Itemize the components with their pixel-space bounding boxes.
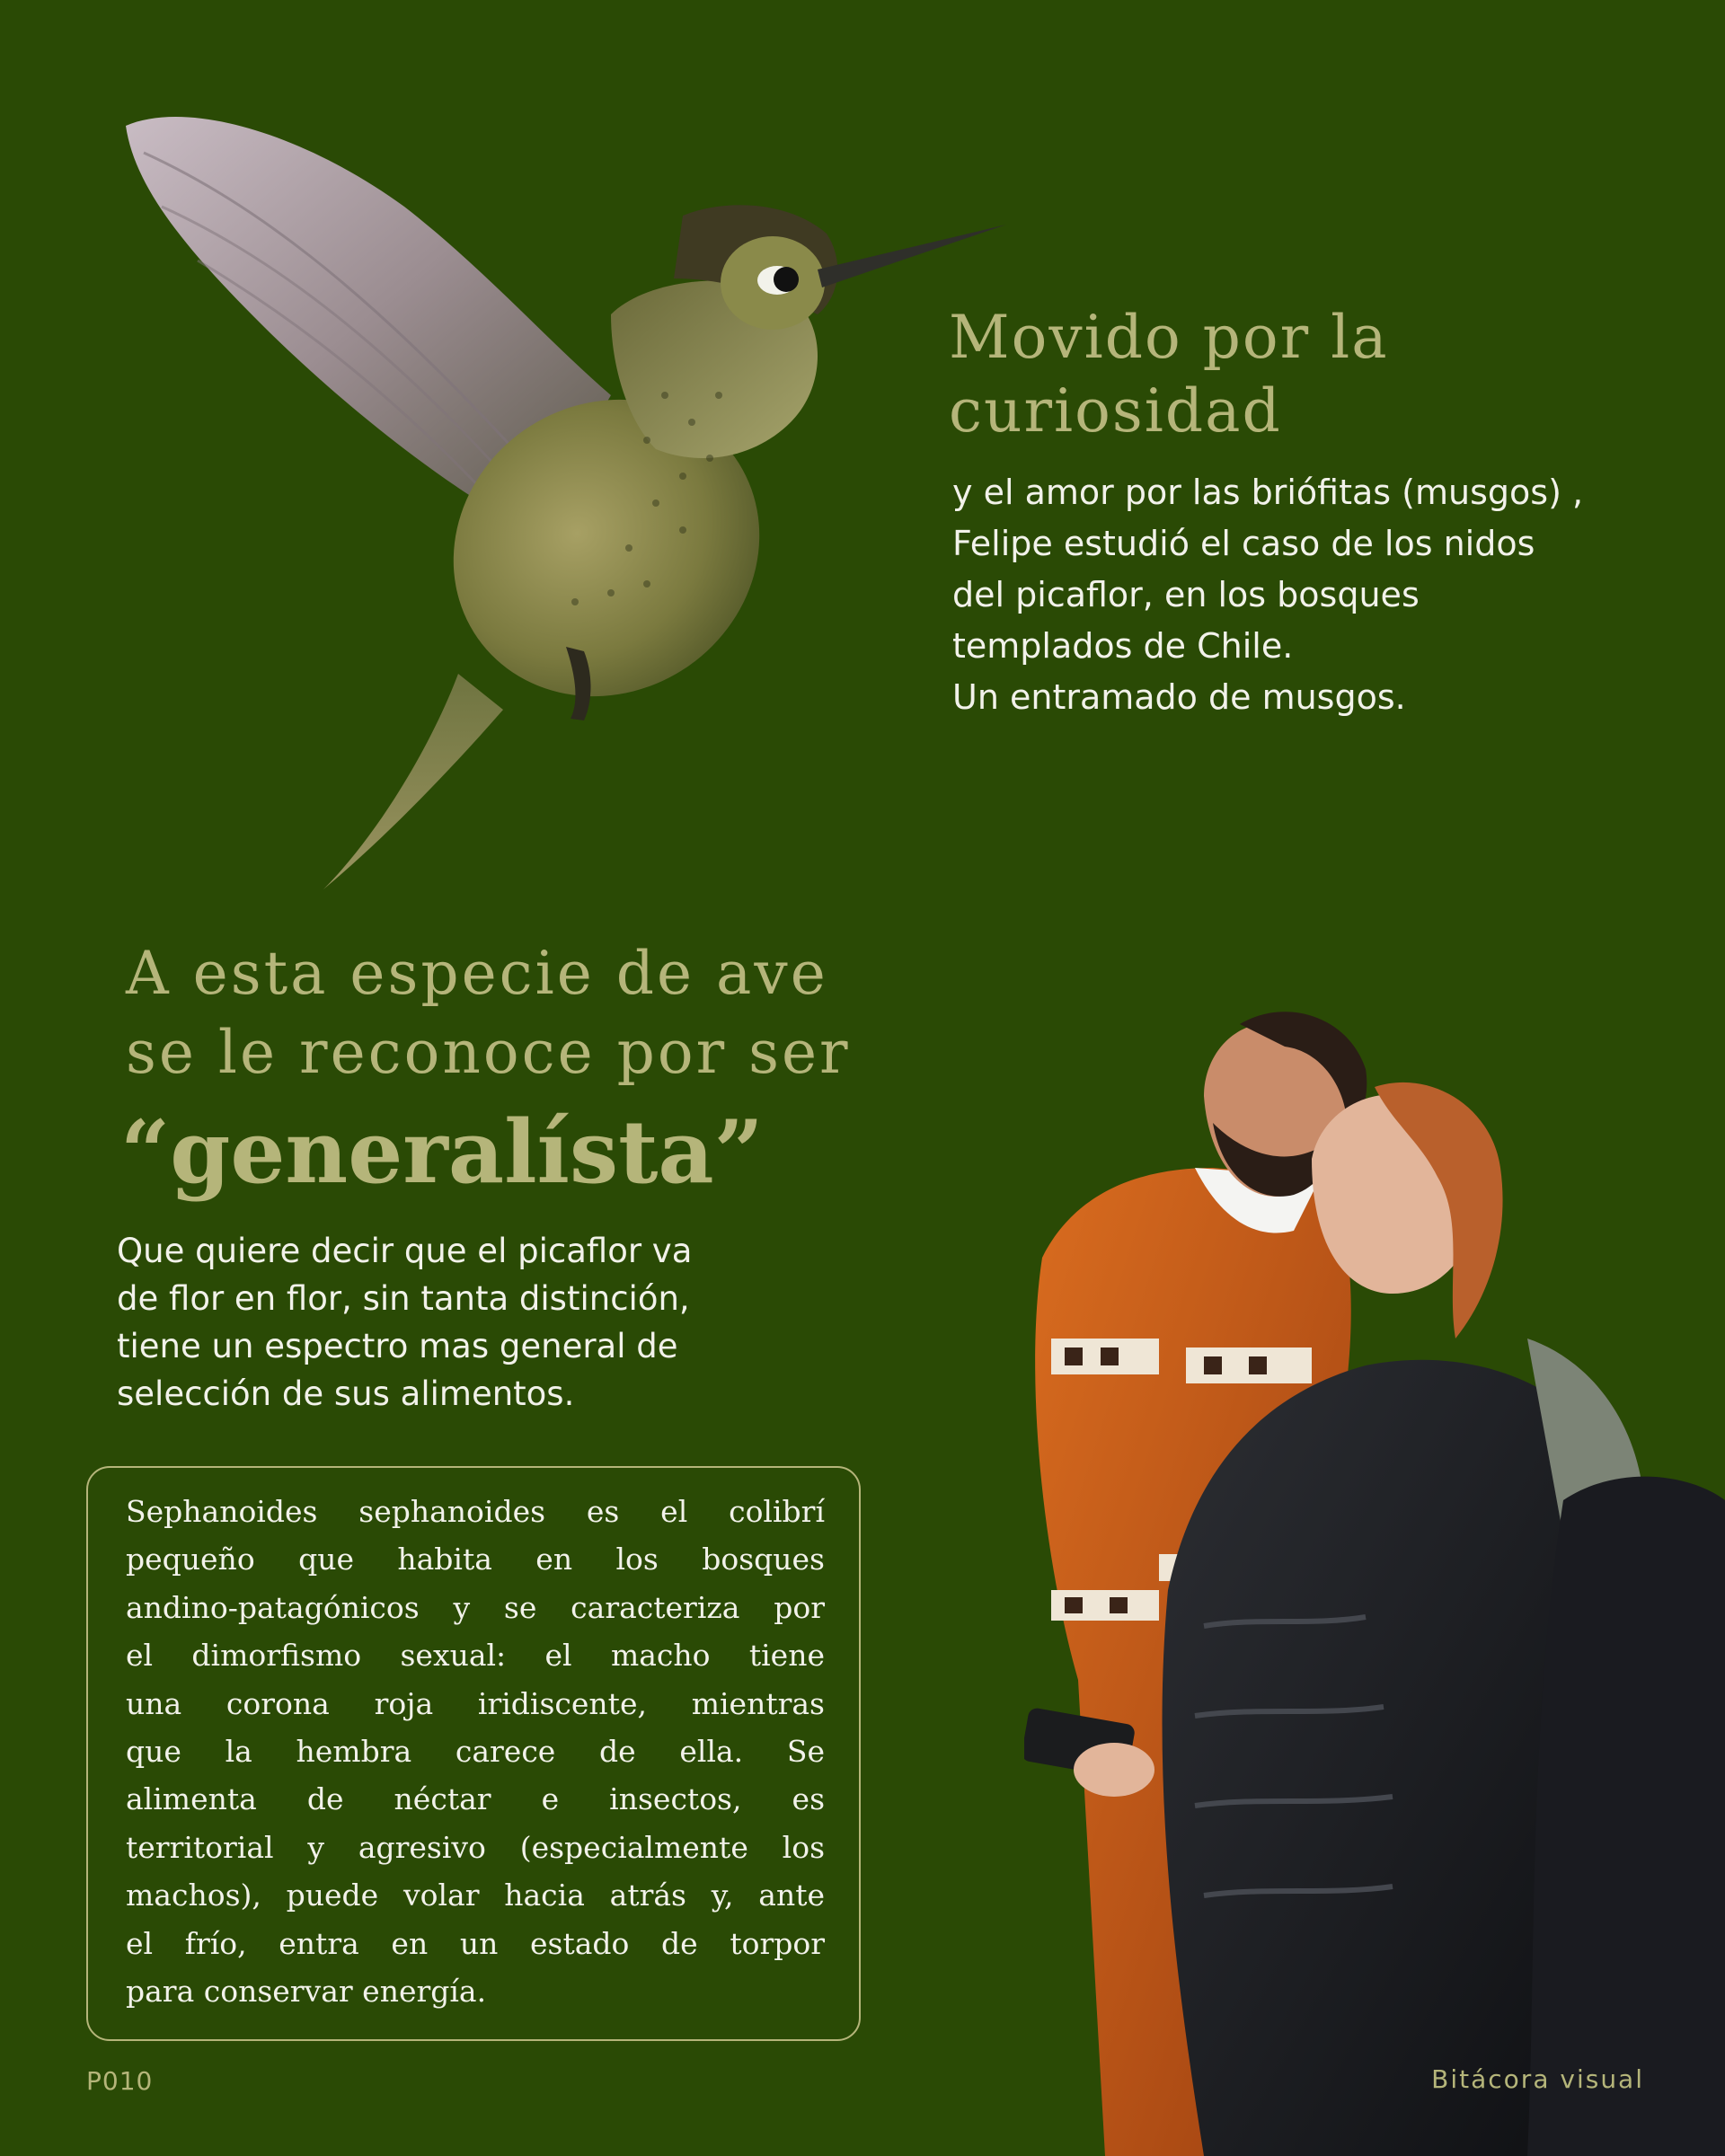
species-info-text	[126, 1488, 825, 2015]
curiosity-line-3: del picaflor, en los bosques	[952, 575, 1420, 614]
info-line-3: andino-patagónicos y se caracteriza por	[126, 1589, 825, 1625]
curiosity-line-2: Felipe estudió el caso de los nidos	[952, 524, 1535, 563]
curiosity-line-1: y el amor por las briófitas (musgos) ,	[952, 473, 1584, 512]
generalist-paragraph	[117, 1227, 800, 1418]
species-heading	[126, 934, 934, 1092]
info-line-6: que la hembra carece de ella. Se	[126, 1734, 825, 1770]
info-line-8: territorial y agresivo (especialmente los	[126, 1829, 825, 1865]
curiosity-heading-line-1: Movido por la	[949, 303, 1389, 372]
species-heading-line-1: A esta especie de ave	[126, 939, 828, 1008]
curiosity-paragraph	[952, 467, 1689, 723]
info-line-5: una corona roja iridiscente, mientras	[126, 1685, 825, 1721]
info-line-7: alimenta de néctar e insectos, es	[126, 1781, 825, 1817]
generalist-line-2: de flor en flor, sin tanta distinción,	[117, 1279, 690, 1318]
curiosity-line-5: Un entramado de musgos.	[952, 677, 1406, 717]
curiosity-heading	[949, 301, 1668, 448]
species-heading-line-2: se le reconoce por ser	[126, 1018, 851, 1087]
hummingbird-image	[108, 99, 1024, 907]
species-info-box	[86, 1466, 861, 2041]
info-line-2: pequeño que habita en los bosques	[126, 1542, 825, 1577]
info-line-4: el dimorfismo sexual: el macho tiene	[126, 1638, 825, 1674]
info-line-1: Sephanoides sephanoides es el colibrí	[126, 1494, 825, 1529]
generalist-line-4: selección de sus alimentos.	[117, 1374, 575, 1413]
curiosity-heading-line-2: curiosidad	[949, 376, 1282, 446]
info-line-10: el frío, entra en un estado de torpor	[126, 1925, 825, 1961]
generalist-line-1: Que quiere decir que el picaflor va	[117, 1232, 693, 1270]
generalist-highlight: “generalísta”	[120, 1101, 764, 1203]
generalist-line-3: tiene un espectro mas general de	[117, 1327, 678, 1365]
publication-title: Bitácora visual	[1431, 2064, 1644, 2094]
info-line-11: para conservar energía.	[126, 1974, 487, 2010]
curiosity-line-4: templados de Chile.	[952, 626, 1294, 666]
page-number: P010	[86, 2066, 154, 2096]
info-line-9: machos), puede volar hacia atrás y, ante	[126, 1878, 825, 1913]
researchers-image	[1024, 997, 1725, 2156]
